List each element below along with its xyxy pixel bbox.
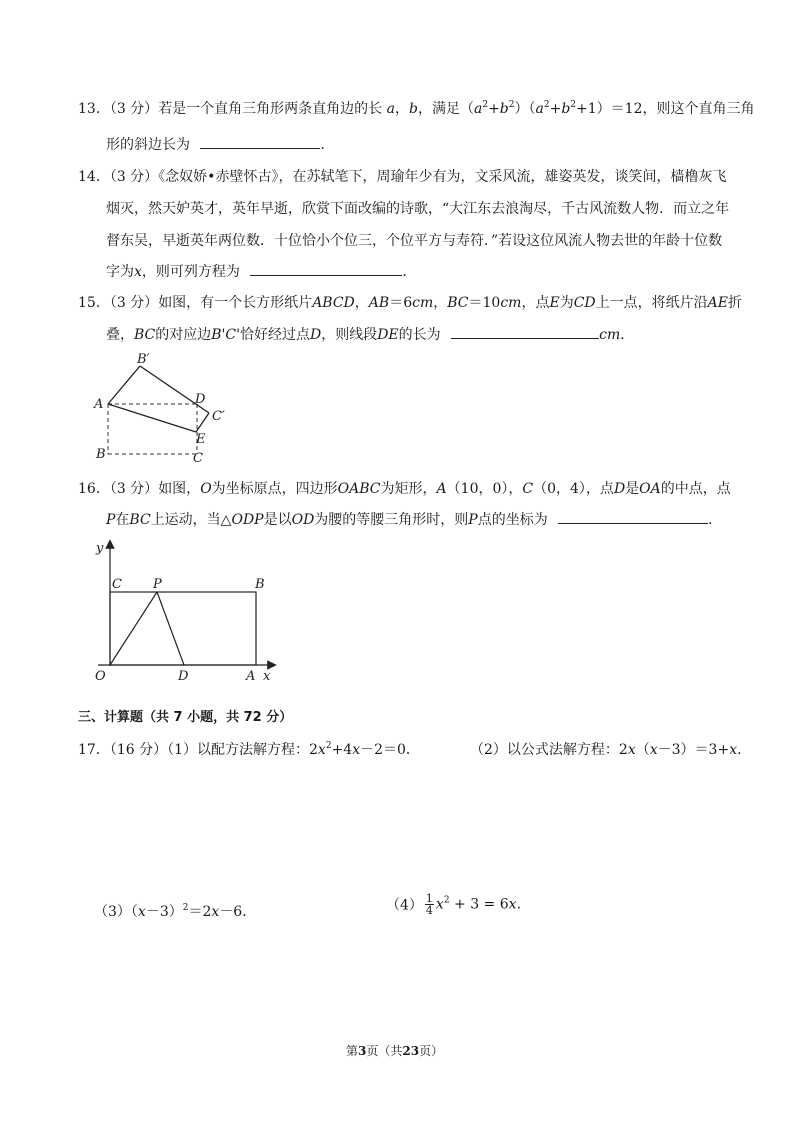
q17-fraction-one-quarter: $\frac{1}{4}$	[425, 892, 433, 917]
q17-part4: （4） $\frac{1}{4}$ $x^2 + 3 = 6x$.	[386, 892, 522, 917]
page-footer: 第3页（共23页）	[346, 1044, 444, 1058]
q15-line1: 15．（3 分）如图，有一个长方形纸片ABCD，AB＝6cm，BC＝10cm，点E为CD上一点，将纸片沿AE折	[78, 295, 742, 311]
q16-label-c: C	[112, 577, 122, 592]
q16-line2: P在BC上运动，当△ODP是以OD为腰的等腰三角形时，则P点的坐标为 ．	[106, 509, 722, 529]
page-total: 23	[402, 1044, 420, 1058]
q16-label-y: y	[96, 541, 104, 556]
section-3-title: 三、计算题（共 7 小题，共 72 分）	[78, 710, 293, 725]
q16-label-b: B	[255, 577, 265, 592]
q17-part3: $(3)(x-3)^2=2x-6$．	[94, 903, 257, 920]
q15-label-b: B	[96, 447, 106, 462]
q17-part2: （2）以公式法解方程：2x（x－3）＝3+x．	[470, 742, 752, 758]
q14-line3: 督东吴，早逝英年两位数．十位恰小个位三，个位平方与寿符．”若设这位风流人物去世的年龄十位数	[106, 233, 723, 249]
q14-answer-blank[interactable]	[250, 261, 402, 276]
q15-label-e: E	[196, 432, 206, 447]
q16-coordinate-diagram	[88, 538, 288, 688]
q15-edge-ce-prime	[196, 413, 209, 432]
q17-part1: 17．（16 分）（1）以配方法解方程：$2x^2+4x-2=0$．	[78, 741, 420, 758]
q14-line1: 14．（3 分）《念奴娇•赤壁怀古》，在苏轼笔下，周瑜年少有为，文采风流，雄姿英发，谈笑间，樯橹灰飞	[78, 169, 727, 185]
page-number: 3	[358, 1044, 367, 1058]
q16-label-x: x	[263, 669, 271, 684]
q16-segment-pd	[157, 592, 184, 665]
q16-rectangle-oabc	[110, 592, 256, 665]
q15-label-d: D	[195, 392, 206, 407]
q15-edge-ab-prime	[108, 366, 140, 404]
q14-line4: 字为x，则可列方程为 ．	[106, 261, 416, 281]
q13-line2: 形的斜边长为 ．	[106, 134, 334, 154]
q13-answer-blank[interactable]	[200, 134, 320, 149]
q16-line1: 16．（3 分）如图，O为坐标原点，四边形OABC为矩形，A（10，0），C（0，4），点D是OA的中点，点	[78, 481, 731, 497]
q15-label-c: C	[193, 451, 203, 466]
q15-label-a: A	[94, 397, 104, 412]
q16-segment-op	[110, 592, 157, 665]
q16-label-d: D	[178, 669, 189, 684]
q15-fold-line-ae	[108, 404, 196, 432]
q15-line2: 叠，BC的对应边B'C'恰好经过点D，则线段DE的长为 cm．	[106, 324, 634, 344]
q15-fold-diagram	[88, 346, 248, 466]
q15-label-bprime: B′	[137, 352, 150, 367]
q16-label-a: A	[246, 669, 256, 684]
q15-label-cprime: C′	[212, 409, 225, 424]
q15-answer-blank[interactable]	[451, 324, 599, 339]
q16-label-o: O	[95, 669, 106, 684]
q16-answer-blank[interactable]	[558, 509, 708, 524]
q13-line1: 13．（3 分）若是一个直角三角形两条直角边的长 a，b，满足$(a^2+b^2)(a^2+b^2+1)=12$，则这个直角三角	[78, 100, 755, 117]
q14-line2: 烟灭，然天妒英才，英年早逝，欣赏下面改编的诗歌，“大江东去浪淘尽，千古风流数人物．而立之年	[106, 201, 730, 217]
q16-label-p: P	[153, 577, 162, 592]
